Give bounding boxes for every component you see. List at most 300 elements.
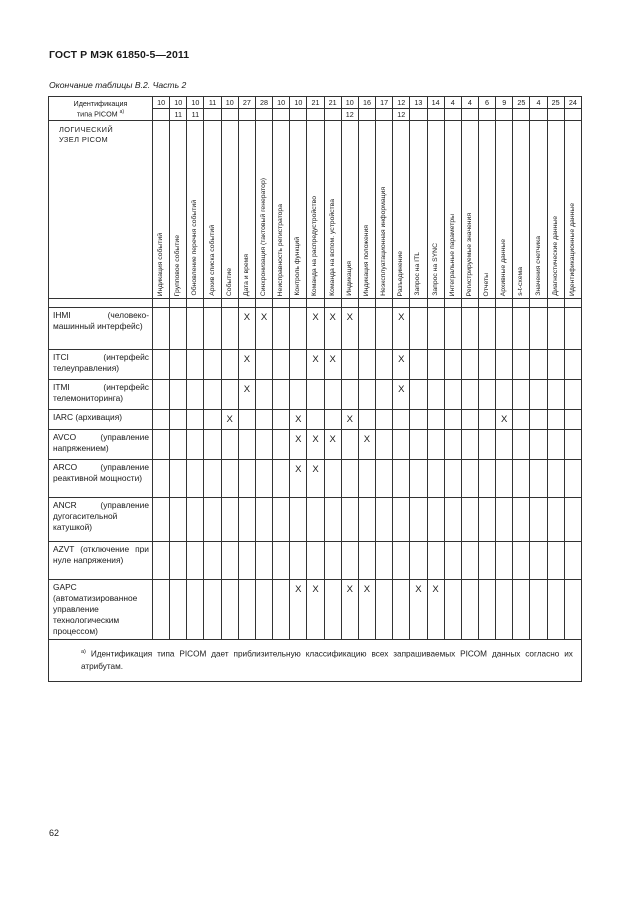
- column-name-text: Архив списка событий: [208, 225, 216, 296]
- mark-cell: [564, 430, 581, 460]
- mark-cell: [238, 308, 255, 350]
- mark-cell: [324, 498, 341, 542]
- mark-cell: [410, 308, 427, 350]
- mark-cell: [461, 380, 478, 410]
- mark-cell: [530, 498, 547, 542]
- x-mark: X: [295, 434, 302, 445]
- x-mark: X: [312, 584, 319, 595]
- mark-cell: [358, 410, 375, 430]
- type-subid-cell: [461, 109, 478, 121]
- mark-cell: [221, 380, 238, 410]
- empty-cell: [427, 299, 444, 308]
- type-id-header-cell: [49, 97, 153, 121]
- mark-cell: [461, 542, 478, 580]
- column-name-cell: [273, 121, 290, 299]
- mark-cell: [153, 350, 170, 380]
- mark-cell: [238, 410, 255, 430]
- mark-cell: [461, 498, 478, 542]
- column-name-text: Отчеты: [483, 272, 491, 296]
- type-id-cell: 4: [461, 97, 478, 109]
- mark-cell: [461, 410, 478, 430]
- mark-cell: [290, 430, 307, 460]
- type-subid-cell: [153, 109, 170, 121]
- mark-cell: [187, 410, 204, 430]
- type-subid-cell: [290, 109, 307, 121]
- mark-cell: [187, 380, 204, 410]
- type-subid-cell: [238, 109, 255, 121]
- mark-cell: [410, 380, 427, 410]
- type-id-cell: 10: [341, 97, 358, 109]
- mark-cell: [427, 542, 444, 580]
- mark-cell: [324, 580, 341, 640]
- column-name-text: Индикация: [345, 261, 353, 296]
- mark-cell: [410, 542, 427, 580]
- x-mark: X: [432, 584, 439, 595]
- footnote-cell: [49, 640, 582, 682]
- column-name-cell: [170, 121, 187, 299]
- mark-cell: [324, 430, 341, 460]
- mark-cell: [290, 460, 307, 498]
- mark-cell: [564, 542, 581, 580]
- mark-cell: [170, 498, 187, 542]
- x-mark: X: [329, 354, 336, 365]
- mark-cell: [307, 460, 324, 498]
- column-name-text: Групповое событие: [174, 234, 182, 296]
- mark-cell: [376, 498, 393, 542]
- table-row: [49, 460, 582, 498]
- x-mark: X: [363, 584, 371, 595]
- mark-cell: [170, 542, 187, 580]
- document-standard-id: ГОСТ Р МЭК 61850-5—2011: [49, 49, 190, 61]
- mark-cell: [427, 380, 444, 410]
- column-name-cell: [478, 121, 495, 299]
- mark-cell: [273, 460, 290, 498]
- type-subid-cell: [478, 109, 495, 121]
- mark-cell: [221, 410, 238, 430]
- mark-cell: [187, 350, 204, 380]
- mark-cell: [410, 580, 427, 640]
- type-id-cell: 9: [496, 97, 513, 109]
- mark-cell: [255, 350, 272, 380]
- mark-cell: [273, 498, 290, 542]
- column-name-cell: [221, 121, 238, 299]
- table-row: [49, 380, 582, 410]
- header-names-row: [49, 121, 582, 299]
- column-name-text: Индикация событий: [157, 232, 165, 296]
- mark-cell: [444, 498, 461, 542]
- table-row: [49, 308, 582, 350]
- logical-node-name: IARC (архивация): [49, 410, 153, 430]
- mark-cell: [290, 542, 307, 580]
- mark-cell: [341, 542, 358, 580]
- x-mark: X: [312, 464, 319, 475]
- mark-cell: [496, 498, 513, 542]
- mark-cell: [530, 580, 547, 640]
- mark-cell: [376, 580, 393, 640]
- mark-cell: [221, 542, 238, 580]
- table-row: [49, 498, 582, 542]
- logical-node-label-line1: ЛОГИЧЕСКИЙ: [59, 125, 114, 134]
- mark-cell: [376, 542, 393, 580]
- mark-cell: [221, 460, 238, 498]
- type-subid-cell: [530, 109, 547, 121]
- mark-cell: [221, 308, 238, 350]
- mark-cell: [255, 498, 272, 542]
- mark-cell: [530, 542, 547, 580]
- mark-cell: [410, 410, 427, 430]
- table-row: [49, 580, 582, 640]
- mark-cell: [410, 460, 427, 498]
- mark-cell: [393, 498, 410, 542]
- mark-cell: [530, 460, 547, 498]
- x-mark: X: [398, 354, 405, 365]
- mark-cell: [427, 460, 444, 498]
- type-subid-cell: [221, 109, 238, 121]
- mark-cell: [238, 580, 255, 640]
- empty-cell: [410, 299, 427, 308]
- mark-cell: [478, 308, 495, 350]
- mark-cell: [221, 350, 238, 380]
- logical-node-name: IHMI (человеко-машинный интерфейс): [49, 308, 153, 350]
- column-name-cell: [290, 121, 307, 299]
- mark-cell: [238, 350, 255, 380]
- mark-cell: [478, 380, 495, 410]
- column-name-cell: [341, 121, 358, 299]
- mark-cell: [255, 542, 272, 580]
- mark-cell: [461, 430, 478, 460]
- mark-cell: [187, 308, 204, 350]
- column-name-cell: [255, 121, 272, 299]
- empty-cell: [238, 299, 255, 308]
- empty-cell: [255, 299, 272, 308]
- mark-cell: [324, 542, 341, 580]
- mark-cell: [238, 542, 255, 580]
- column-name-text: Диагностические данные: [551, 216, 559, 296]
- table-row: [49, 430, 582, 460]
- empty-cell: [530, 299, 547, 308]
- type-id-cell: 25: [547, 97, 564, 109]
- column-name-cell: [427, 121, 444, 299]
- type-id-cell: 16: [358, 97, 375, 109]
- empty-cell: [461, 299, 478, 308]
- column-name-text: Команда на распредустройство: [311, 195, 319, 296]
- table-row: [49, 350, 582, 380]
- x-mark: X: [295, 584, 302, 595]
- mark-cell: [427, 350, 444, 380]
- mark-cell: [444, 580, 461, 640]
- mark-cell: [478, 350, 495, 380]
- mark-cell: [547, 430, 564, 460]
- column-name-cell: [393, 121, 410, 299]
- mark-cell: [307, 542, 324, 580]
- x-mark: X: [398, 312, 405, 323]
- mark-cell: [393, 380, 410, 410]
- mark-cell: [564, 350, 581, 380]
- mark-cell: [444, 410, 461, 430]
- column-name-text: Разъединение: [397, 250, 405, 296]
- type-id-cell: 6: [478, 97, 495, 109]
- type-id-sublabel-text: типа PICOM: [76, 109, 118, 119]
- x-mark: X: [346, 312, 353, 323]
- mark-cell: [341, 380, 358, 410]
- logical-node-header-cell: [49, 121, 153, 299]
- empty-cell: [324, 299, 341, 308]
- empty-cell: [393, 299, 410, 308]
- mark-cell: [513, 542, 530, 580]
- column-name-text: Запрос на SYNC: [431, 243, 439, 296]
- mark-cell: [273, 542, 290, 580]
- mark-cell: [564, 498, 581, 542]
- mark-cell: [547, 410, 564, 430]
- type-subid-cell: [513, 109, 530, 121]
- mark-cell: [496, 430, 513, 460]
- mark-cell: [513, 430, 530, 460]
- type-subid-cell: [273, 109, 290, 121]
- mark-cell: [393, 410, 410, 430]
- mark-cell: [461, 460, 478, 498]
- mark-cell: [358, 308, 375, 350]
- type-id-cell: 10: [170, 97, 187, 109]
- empty-cell: [153, 299, 170, 308]
- mark-cell: [376, 380, 393, 410]
- type-subid-cell: [427, 109, 444, 121]
- column-name-cell: [513, 121, 530, 299]
- mark-cell: [341, 410, 358, 430]
- column-name-cell: [376, 121, 393, 299]
- x-mark: X: [312, 434, 319, 445]
- mark-cell: [427, 410, 444, 430]
- x-mark: X: [398, 384, 405, 395]
- column-name-cell: [564, 121, 581, 299]
- mark-cell: [324, 410, 341, 430]
- mark-cell: [307, 350, 324, 380]
- mark-cell: [170, 380, 187, 410]
- mark-cell: [204, 542, 221, 580]
- mark-cell: [153, 498, 170, 542]
- mark-cell: [496, 308, 513, 350]
- mark-cell: [478, 542, 495, 580]
- mark-cell: [427, 308, 444, 350]
- mark-cell: [307, 430, 324, 460]
- empty-cell: [564, 299, 581, 308]
- mark-cell: [153, 308, 170, 350]
- mark-cell: [547, 498, 564, 542]
- mark-cell: [496, 380, 513, 410]
- logical-node-name: ITCI (интерфейс телеуправления): [49, 350, 153, 380]
- mark-cell: [427, 430, 444, 460]
- logical-node-label-line2: УЗЕЛ PICOM: [59, 134, 109, 144]
- mark-cell: [530, 380, 547, 410]
- mark-cell: [187, 430, 204, 460]
- empty-cell: [444, 299, 461, 308]
- x-mark: X: [363, 434, 371, 445]
- empty-cell: [513, 299, 530, 308]
- x-mark: X: [415, 584, 422, 595]
- mark-cell: [376, 410, 393, 430]
- mark-cell: [204, 380, 221, 410]
- mark-cell: [290, 410, 307, 430]
- logical-node-name: GAPC (автоматизированное управление технологическим процессом): [49, 580, 153, 640]
- mark-cell: [290, 380, 307, 410]
- empty-cell: [496, 299, 513, 308]
- mark-cell: [444, 542, 461, 580]
- x-mark: X: [226, 414, 233, 425]
- mark-cell: [170, 308, 187, 350]
- column-name-text: Регистрируемые значения: [465, 212, 473, 296]
- mark-cell: [187, 498, 204, 542]
- empty-cell: [204, 299, 221, 308]
- mark-cell: [376, 350, 393, 380]
- mark-cell: [324, 308, 341, 350]
- column-name-text: Обновление перечня событий: [191, 200, 199, 296]
- type-subid-cell: 12: [393, 109, 410, 121]
- type-subid-cell: [564, 109, 581, 121]
- type-id-cell: 10: [221, 97, 238, 109]
- column-name-text: Событие: [225, 267, 233, 296]
- mark-cell: [496, 350, 513, 380]
- type-subid-cell: [547, 109, 564, 121]
- x-mark: X: [329, 434, 336, 445]
- x-mark: X: [346, 414, 353, 425]
- type-id-cell: 10: [153, 97, 170, 109]
- column-name-text: Значения счетчика: [534, 236, 542, 296]
- type-id-cell: 11: [204, 97, 221, 109]
- mark-cell: [170, 410, 187, 430]
- type-id-cell: 12: [393, 97, 410, 109]
- mark-cell: [187, 580, 204, 640]
- mark-cell: [358, 498, 375, 542]
- type-id-cell: 10: [187, 97, 204, 109]
- mark-cell: [547, 542, 564, 580]
- picom-table: [48, 96, 582, 682]
- empty-cell: [273, 299, 290, 308]
- column-name-cell: [187, 121, 204, 299]
- mark-cell: [427, 498, 444, 542]
- column-name-text: Неисправность регистратора: [277, 203, 285, 296]
- type-id-label: Идентификация: [73, 98, 128, 108]
- type-id-cell: 21: [324, 97, 341, 109]
- empty-cell: [547, 299, 564, 308]
- column-name-cell: [324, 121, 341, 299]
- mark-cell: [255, 308, 272, 350]
- column-name-text: Идентификационные данные: [568, 202, 576, 296]
- mark-cell: [478, 580, 495, 640]
- x-mark: X: [243, 354, 251, 365]
- mark-cell: [221, 580, 238, 640]
- footnote-ref: а): [119, 108, 125, 115]
- mark-cell: [324, 350, 341, 380]
- column-name-cell: [238, 121, 255, 299]
- column-name-cell: [204, 121, 221, 299]
- mark-cell: [204, 410, 221, 430]
- column-name-cell: [153, 121, 170, 299]
- type-subid-cell: [496, 109, 513, 121]
- column-name-cell: [410, 121, 427, 299]
- mark-cell: [307, 380, 324, 410]
- mark-cell: [290, 498, 307, 542]
- column-name-text: Архивные данные: [500, 238, 508, 296]
- x-mark: X: [346, 584, 353, 595]
- mark-cell: [410, 430, 427, 460]
- mark-cell: [273, 410, 290, 430]
- page-number: 62: [49, 828, 60, 838]
- mark-cell: [513, 498, 530, 542]
- type-subid-cell: [255, 109, 272, 121]
- empty-cell: [307, 299, 324, 308]
- mark-cell: [170, 460, 187, 498]
- mark-cell: [290, 308, 307, 350]
- mark-cell: [393, 430, 410, 460]
- mark-cell: [341, 430, 358, 460]
- empty-cell: [478, 299, 495, 308]
- spacer-row: [49, 299, 582, 308]
- mark-cell: [341, 308, 358, 350]
- mark-cell: [187, 460, 204, 498]
- mark-cell: [273, 350, 290, 380]
- logical-node-name: ANCR (управление дугогасительной катушкой): [49, 498, 153, 542]
- x-mark: X: [295, 464, 302, 475]
- column-name-text: Интегральные параметры: [448, 213, 456, 296]
- mark-cell: [358, 430, 375, 460]
- mark-cell: [547, 308, 564, 350]
- mark-cell: [204, 430, 221, 460]
- type-id-cell: 10: [273, 97, 290, 109]
- type-subid-cell: 11: [187, 109, 204, 121]
- mark-cell: [255, 410, 272, 430]
- empty-cell: [187, 299, 204, 308]
- mark-cell: [530, 410, 547, 430]
- logical-node-name: ARCO (управление реактивной мощности): [49, 460, 153, 498]
- type-subid-cell: [204, 109, 221, 121]
- mark-cell: [204, 308, 221, 350]
- type-subid-cell: [358, 109, 375, 121]
- mark-cell: [496, 542, 513, 580]
- mark-cell: [341, 498, 358, 542]
- x-mark: X: [295, 414, 302, 425]
- mark-cell: [513, 308, 530, 350]
- mark-cell: [187, 542, 204, 580]
- mark-cell: [461, 350, 478, 380]
- mark-cell: [530, 308, 547, 350]
- mark-cell: [547, 350, 564, 380]
- type-subid-cell: [410, 109, 427, 121]
- type-id-cell: 25: [513, 97, 530, 109]
- mark-cell: [255, 380, 272, 410]
- empty-cell: [341, 299, 358, 308]
- logical-node-name: AVCO (управление напряжением): [49, 430, 153, 460]
- type-id-cell: 4: [444, 97, 461, 109]
- type-id-cell: 27: [238, 97, 255, 109]
- mark-cell: [410, 350, 427, 380]
- mark-cell: [170, 430, 187, 460]
- mark-cell: [204, 580, 221, 640]
- type-id-cell: 13: [410, 97, 427, 109]
- column-name-text: Синхронизация (тактовый генератор): [260, 177, 268, 296]
- mark-cell: [153, 460, 170, 498]
- type-subid-cell: 11: [170, 109, 187, 121]
- column-name-text: s-t-схема: [517, 267, 525, 296]
- type-subid-cell: [376, 109, 393, 121]
- mark-cell: [153, 580, 170, 640]
- column-name-text: Запрос на ITL: [414, 252, 422, 296]
- mark-cell: [290, 350, 307, 380]
- mark-cell: [496, 460, 513, 498]
- mark-cell: [444, 350, 461, 380]
- mark-cell: [255, 460, 272, 498]
- mark-cell: [444, 380, 461, 410]
- mark-cell: [496, 410, 513, 430]
- mark-cell: [341, 580, 358, 640]
